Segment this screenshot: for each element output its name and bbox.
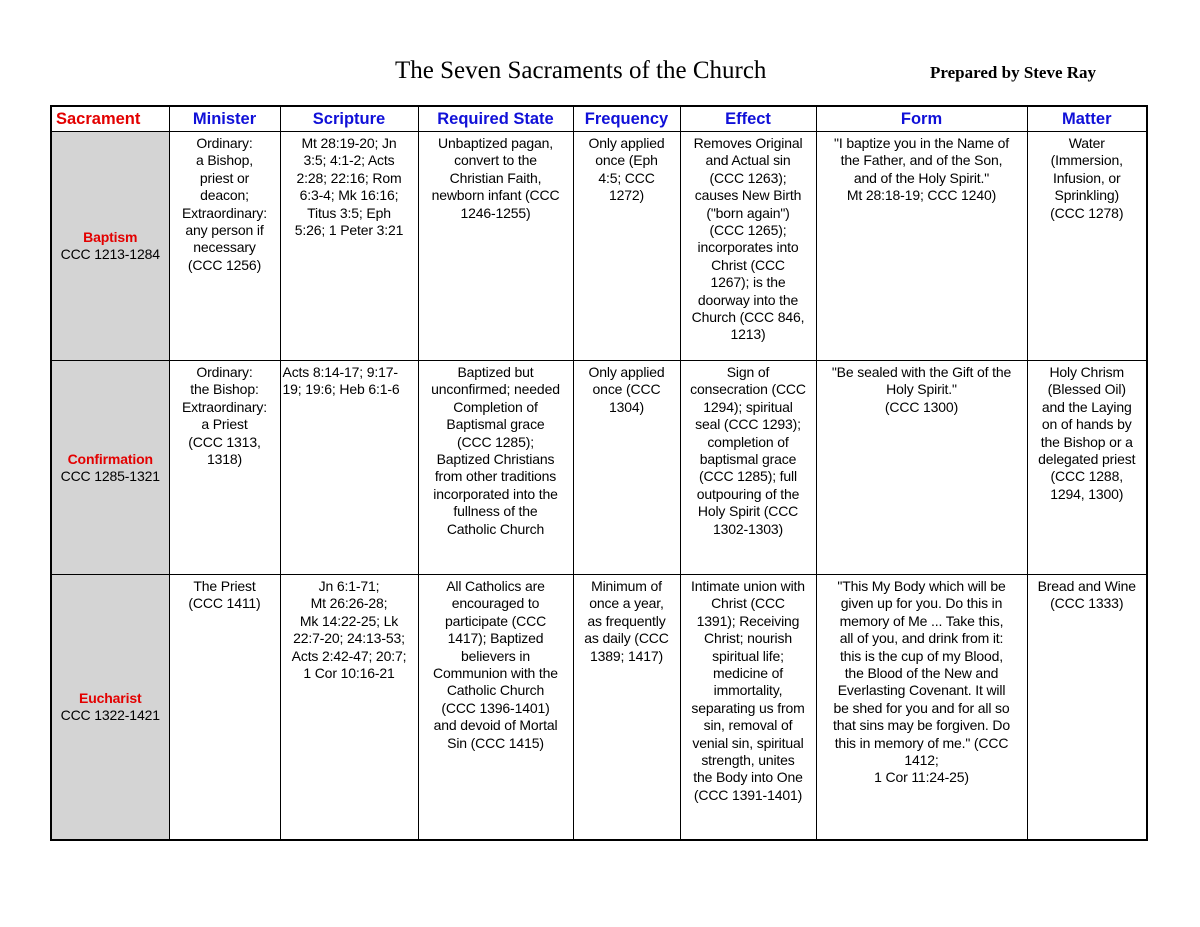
page-title: The Seven Sacraments of the Church <box>395 57 767 84</box>
col-header-scripture: Scripture <box>280 106 418 132</box>
sacrament-ccc-ref: CCC 1322-1421 <box>60 707 160 723</box>
col-header-frequency: Frequency <box>573 106 680 132</box>
sacrament-name: Confirmation <box>67 450 153 467</box>
effect-cell: Sign of consecration (CCC 1294); spiritual seal (CCC 1293); completion of baptismal grace (CCC 1285); full outpouring of the Holy Spirit (CCC 1302-1303) <box>680 361 816 575</box>
effect-cell: Intimate union with Christ (CCC 1391); Receiving Christ; nourish spiritual life; medicine of immortality, separating us from sin, removal of venial sin, spiritual strength, unites the Body into One (CCC 1391-1401) <box>680 575 816 841</box>
minister-cell: Ordinary: the Bishop: Extraordinary: a Priest (CCC 1313, 1318) <box>169 361 280 575</box>
matter-cell: Holy Chrism (Blessed Oil) and the Laying on of hands by the Bishop or a delegated priest (CCC 1288, 1294, 1300) <box>1027 361 1147 575</box>
sacrament-ccc-ref: CCC 1285-1321 <box>60 467 160 484</box>
col-header-sacrament: Sacrament <box>51 106 169 132</box>
scripture-cell: Jn 6:1-71; Mt 26:26-28; Mk 14:22-25; Lk 22:7-20; 24:13-53; Acts 2:42-47; 20:7; 1 Cor 10:16-21 <box>280 575 418 841</box>
frequency-cell: Only applied once (CCC 1304) <box>573 361 680 575</box>
required-state-cell: All Catholics are encouraged to participate (CCC 1417); Baptized believers in Communion with the Catholic Church (CCC 1396-1401) and devoid of Mortal Sin (CCC 1415) <box>418 575 573 841</box>
scripture-cell: Mt 28:19-20; Jn 3:5; 4:1-2; Acts 2:28; 22:16; Rom 6:3-4; Mk 16:16; Titus 3:5; Eph 5:26; 1 Peter 3:21 <box>280 132 418 361</box>
author-credit: Prepared by Steve Ray <box>930 63 1097 82</box>
col-header-required-state: Required State <box>418 106 573 132</box>
form-cell: "This My Body which will be given up for you. Do this in memory of Me ... Take this, all of you, and drink from it: this is the cup of my Blood, the Blood of the New and Everlasting Covenant. It will be shed for you and for all so that sins may be forgiven. Do this in memory of me." (CCC 1412; 1 Cor 11:24-25) <box>816 575 1027 841</box>
matter-cell: Water (Immersion, Infusion, or Sprinkling) (CCC 1278) <box>1027 132 1147 361</box>
required-state-cell: Baptized but unconfirmed; needed Completion of Baptismal grace (CCC 1285); Baptized Christians from other traditions incorporated into the fullness of the Catholic Church <box>418 361 573 575</box>
frequency-cell: Only applied once (Eph 4:5; CCC 1272) <box>573 132 680 361</box>
matter-cell: Bread and Wine (CCC 1333) <box>1027 575 1147 841</box>
sacrament-name: Eucharist <box>79 690 142 706</box>
sacrament-ccc-ref: CCC 1213-1284 <box>60 246 160 262</box>
col-header-form: Form <box>816 106 1027 132</box>
effect-cell: Removes Original and Actual sin (CCC 1263); causes New Birth ("born again") (CCC 1265); incorporates into Christ (CCC 1267); is the doorway into the Church (CCC 846, 1213) <box>680 132 816 361</box>
table-row-baptism <box>51 132 1147 361</box>
sacraments-table <box>50 105 1148 841</box>
sacrament-cell <box>51 575 169 841</box>
scripture-cell: Acts 8:14-17; 9:17- 19; 19:6; Heb 6:1-6 <box>280 361 418 575</box>
table-row-eucharist <box>51 575 1147 841</box>
table-header-row <box>51 106 1147 132</box>
col-header-minister: Minister <box>169 106 280 132</box>
table-row-confirmation <box>51 361 1147 575</box>
minister-cell: The Priest (CCC 1411) <box>169 575 280 841</box>
form-cell: "Be sealed with the Gift of the Holy Spirit." (CCC 1300) <box>816 361 1027 575</box>
frequency-cell: Minimum of once a year, as frequently as daily (CCC 1389; 1417) <box>573 575 680 841</box>
required-state-cell: Unbaptized pagan, convert to the Christian Faith, newborn infant (CCC 1246-1255) <box>418 132 573 361</box>
form-cell: "I baptize you in the Name of the Father, and of the Son, and of the Holy Spirit." Mt 28:18-19; CCC 1240) <box>816 132 1027 361</box>
sacrament-cell <box>51 361 169 575</box>
minister-cell: Ordinary: a Bishop, priest or deacon; Extraordinary: any person if necessary (CCC 1256) <box>169 132 280 361</box>
col-header-effect: Effect <box>680 106 816 132</box>
col-header-matter: Matter <box>1027 106 1147 132</box>
sacrament-cell <box>51 132 169 361</box>
sacrament-name: Baptism <box>83 229 138 245</box>
